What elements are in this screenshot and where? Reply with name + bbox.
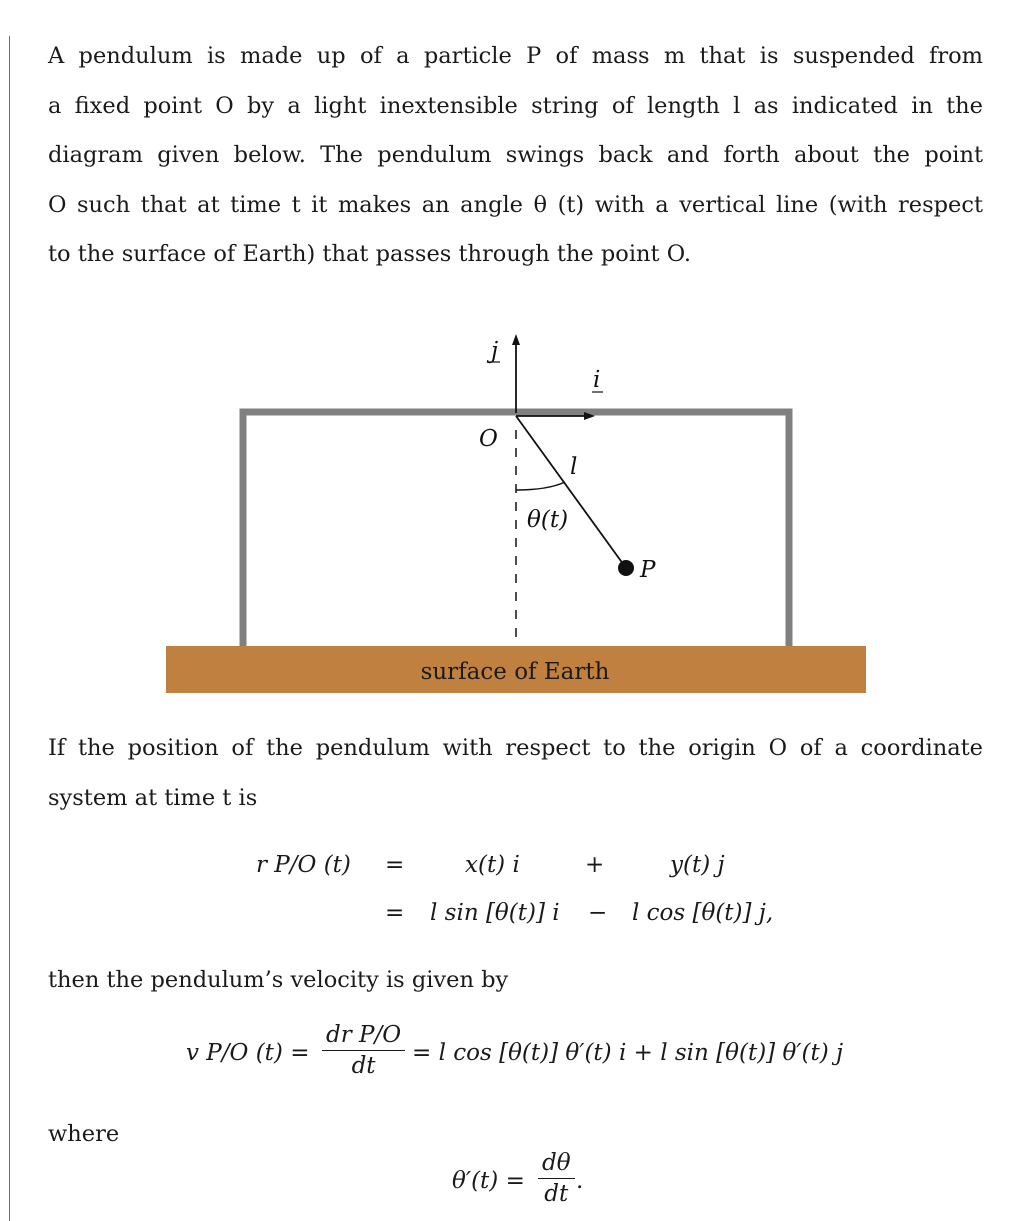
position-eq-term-cos: l cos [θ(t)] j, [632, 900, 774, 926]
intro-line: to the surface of Earth) that passes through the point O. [48, 241, 691, 267]
intro-line: diagram given below. The pendulum swings back and forth about the point [48, 142, 983, 168]
velocity-eq-denominator: dt [351, 1053, 376, 1079]
particle-label: P [640, 557, 656, 583]
pendulum-string [516, 416, 626, 568]
pendulum-bob [618, 560, 634, 576]
j-axis-label: j [491, 338, 499, 364]
position-eq-equals-2: = [385, 900, 405, 926]
theta-eq-fraction [538, 1150, 575, 1207]
position-eq-term-x: x(t) i [465, 852, 520, 878]
where-paragraph [48, 1110, 983, 1160]
angle-label: θ(t) [527, 507, 569, 533]
theta-eq-numerator: dθ [538, 1150, 575, 1179]
velocity-eq-rhs: = l cos [θ(t)] θ′(t) i + l sin [θ(t)] θ′(t) j [412, 1040, 844, 1066]
velocity-eq-numerator: dr P/O [322, 1022, 405, 1051]
position-eq-equals-1: = [385, 852, 405, 878]
velocity-paragraph [48, 956, 983, 1006]
origin-label: O [479, 426, 498, 452]
intro-line: a fixed point O by a light inextensible string of length l as indicated in the [48, 92, 983, 119]
earth-surface-label: surface of Earth [420, 659, 610, 685]
string-length-label: l [570, 454, 578, 480]
position-line: If the position of the pendulum with respect to the origin O of a coordinate [48, 735, 983, 761]
position-eq-lhs: r P/O (t) [256, 852, 351, 878]
position-eq-minus: − [588, 900, 608, 926]
angle-arc [516, 482, 565, 490]
intro-line: O such that at time t it makes an angle θ (t) with a vertical line (with respect [48, 191, 983, 218]
where-line: where [48, 1121, 120, 1147]
j-axis-arrowhead [512, 334, 520, 345]
position-line: system at time t is [48, 784, 258, 811]
position-eq-plus: + [585, 852, 605, 878]
velocity-line: then the pendulum’s velocity is given by [48, 967, 509, 993]
theta-eq-period: . [576, 1168, 584, 1194]
i-axis-label: i [593, 367, 601, 393]
intro-line: A pendulum is made up of a particle P of mass m that is suspended from [48, 43, 983, 69]
position-paragraph [48, 724, 983, 823]
velocity-eq-lhs: v P/O (t) = [186, 1040, 310, 1066]
theta-eq-denominator: dt [544, 1181, 569, 1207]
position-eq-term-sin: l sin [θ(t)] i [430, 900, 560, 926]
position-eq-term-y: y(t) j [670, 852, 725, 878]
theta-eq-lhs: θ′(t) = [452, 1168, 525, 1194]
velocity-eq-fraction [322, 1022, 405, 1079]
